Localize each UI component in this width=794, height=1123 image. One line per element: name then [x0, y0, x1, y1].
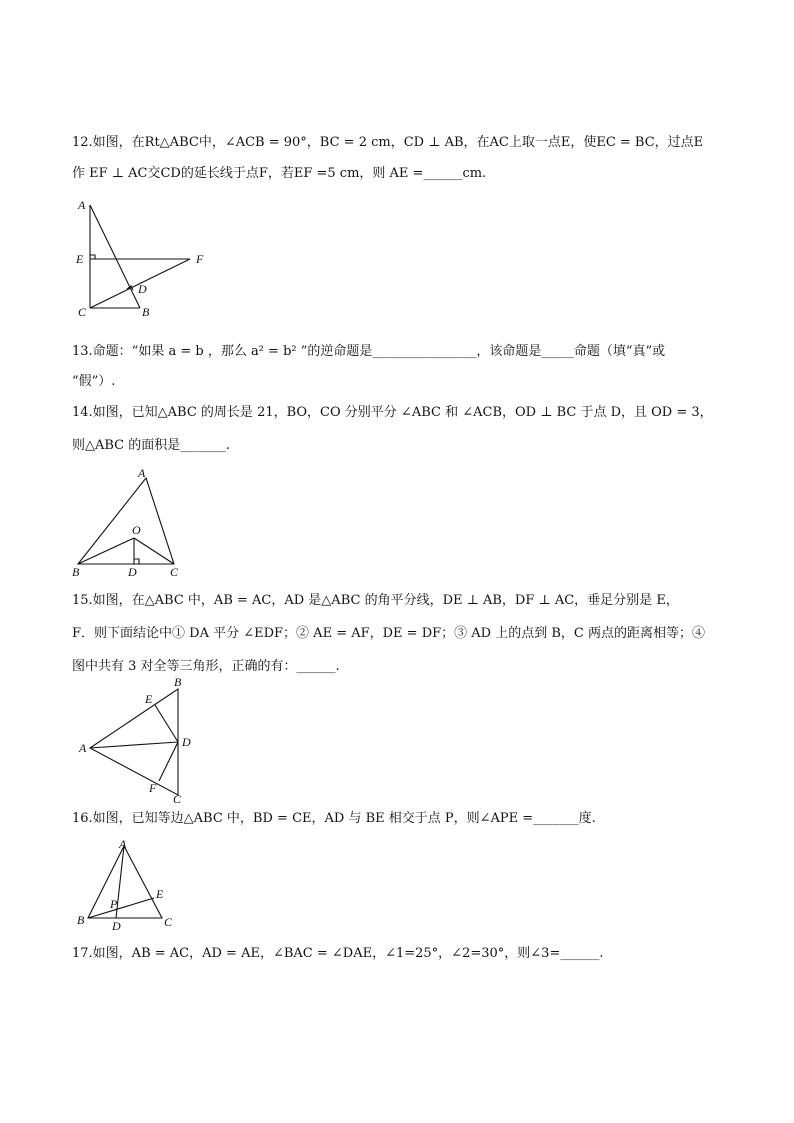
q16-line-1: 16.如图，已知等边△ABC 中，BD = CE，AD 与 BE 相交于点 P，则∠APE =_______度. — [72, 811, 596, 826]
q15-label-a: A — [79, 741, 87, 755]
q16-label-c: C — [164, 915, 173, 929]
q12-line-2: 作 EF ⊥ AC交CD的延长线于点F，若EF =5 cm，则 AE =______cm. — [72, 166, 487, 181]
q14-triangle-abc — [78, 478, 174, 564]
q14-label-b: B — [72, 565, 80, 579]
q12-label-f: F — [196, 252, 204, 266]
q15-line-2: F．则下面结论中① DA 平分 ∠EDF；② AE = AF，DE = DF；③ AD 上的点到 B，C 两点的距离相等；④ — [72, 626, 705, 641]
q14-label-c: C — [170, 565, 179, 579]
q15-segment-ad — [90, 742, 178, 748]
q14-line-1: 14.如图，已知△ABC 的周长是 21，BO，CO 分别平分 ∠ABC 和 ∠ACB，OD ⊥ BC 于点 D，且 OD = 3， — [72, 405, 713, 420]
q14-segment-co — [134, 538, 174, 564]
q16-label-a: A — [119, 838, 127, 851]
q16-segment-be — [88, 898, 154, 918]
q15-label-f: F — [149, 781, 157, 795]
q14-right-angle-d — [134, 559, 139, 564]
q12-label-c: C — [78, 305, 87, 319]
q13-line-2: “假”）. — [72, 374, 116, 389]
q15-line-1: 15.如图，在△ABC 中，AB = AC，AD 是△ABC 的角平分线，DE ⊥ AB，DF ⊥ AC，垂足分别是 E， — [72, 593, 679, 608]
q15-label-c: C — [173, 792, 182, 805]
q15-label-e: E — [145, 692, 153, 706]
q14-label-d: D — [128, 565, 137, 579]
q12-label-e: E — [76, 252, 84, 266]
q15-segment-de — [155, 705, 178, 742]
q12-line-1: 12.如图，在Rt△ABC中，∠ACB = 90°，BC = 2 cm，CD ⊥ AB，在AC上取一点E，使EC = BC，过点E — [72, 135, 704, 150]
q15-triangle-abc — [90, 689, 178, 795]
q16-label-p: P — [110, 897, 118, 911]
q12-figure — [70, 195, 220, 325]
q12-label-d: D — [138, 282, 147, 296]
q12-right-angle-e — [90, 255, 95, 259]
q15-line-3: 图中共有 3 对全等三角形，正确的有：______. — [72, 659, 340, 674]
q14-label-o: O — [132, 523, 141, 537]
q12-label-a: A — [78, 198, 86, 212]
q14-segment-bo — [78, 538, 134, 564]
q12-label-b: B — [142, 305, 150, 319]
q14-label-a: A — [138, 466, 146, 480]
q12-segment-ab — [90, 205, 140, 308]
q15-label-d: D — [182, 735, 191, 749]
q14-line-2: 则△ABC 的面积是_______. — [72, 438, 230, 453]
q15-figure — [75, 675, 200, 805]
q15-label-b: B — [174, 675, 182, 689]
q13-line-1: 13.命题：“如果 a = b ，那么 a² = b² ”的逆命题是________________，该命题是_____命题（填“真”或 — [72, 344, 666, 359]
q16-label-b: B — [77, 913, 85, 927]
q15-segment-df — [159, 742, 178, 781]
q16-label-e: E — [156, 887, 164, 901]
q17-line-1: 17.如图，AB = AC，AD = AE，∠BAC = ∠DAE，∠1=25°，∠2=30°，则∠3=______. — [72, 946, 604, 961]
q14-figure — [66, 466, 196, 581]
q16-figure — [72, 838, 187, 933]
q16-label-d: D — [112, 919, 121, 933]
